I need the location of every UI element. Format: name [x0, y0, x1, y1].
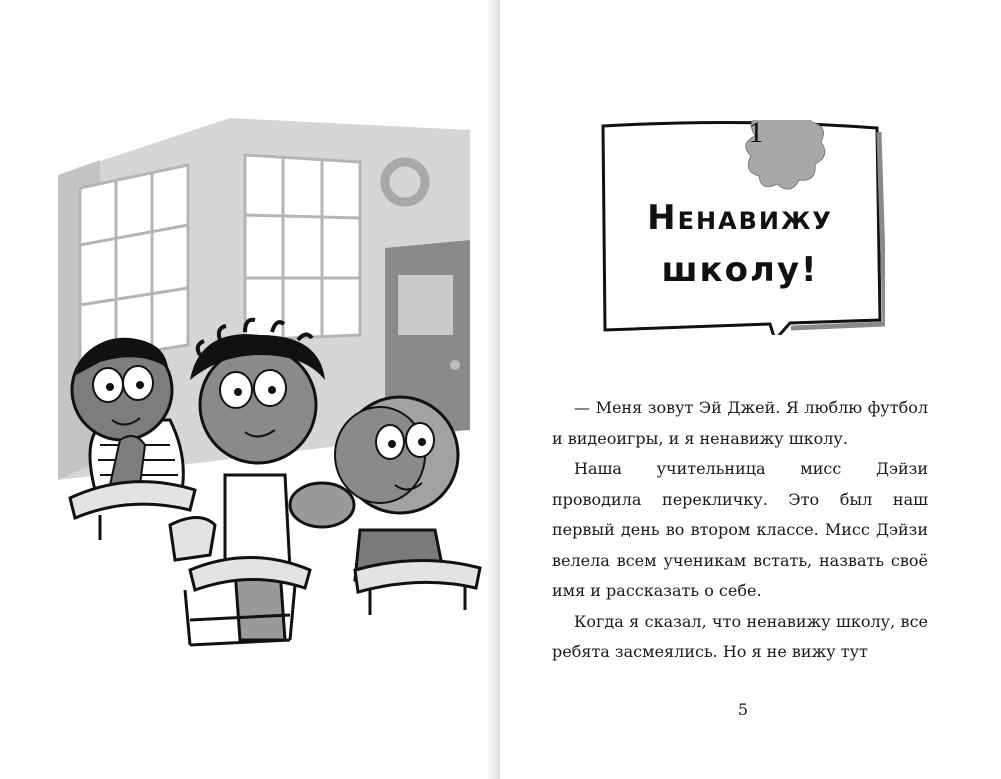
paragraph: — Меня зовут Эй Джей. Я люблю футбол и видеоигры, и я ненавижу школу. — [552, 398, 928, 448]
page-number: 5 — [737, 700, 749, 719]
paragraph: Когда я сказал, что ненавижу школу, все ребята засмеялись. Но я не вижу тут — [552, 611, 928, 661]
chapter-title-line2: школу! — [661, 250, 819, 290]
body-text — [552, 393, 928, 668]
left-window — [80, 165, 188, 362]
right-page — [500, 0, 1001, 779]
left-page — [0, 0, 500, 779]
middle-window — [245, 155, 360, 340]
classroom-illustration — [40, 100, 490, 660]
chapter-number: 1 — [748, 116, 764, 149]
desk-right — [355, 560, 480, 615]
chapter-title — [595, 192, 885, 296]
chapter-title-line1: Ненавижу — [647, 198, 833, 238]
paragraph: Наша учительница мисс Дэйзи проводила перекличку. Это был наш первый день во втором классе. Мисс Дэйзи велела всем ученикам встать, назвать своё имя и рассказать о себе. — [552, 459, 928, 600]
